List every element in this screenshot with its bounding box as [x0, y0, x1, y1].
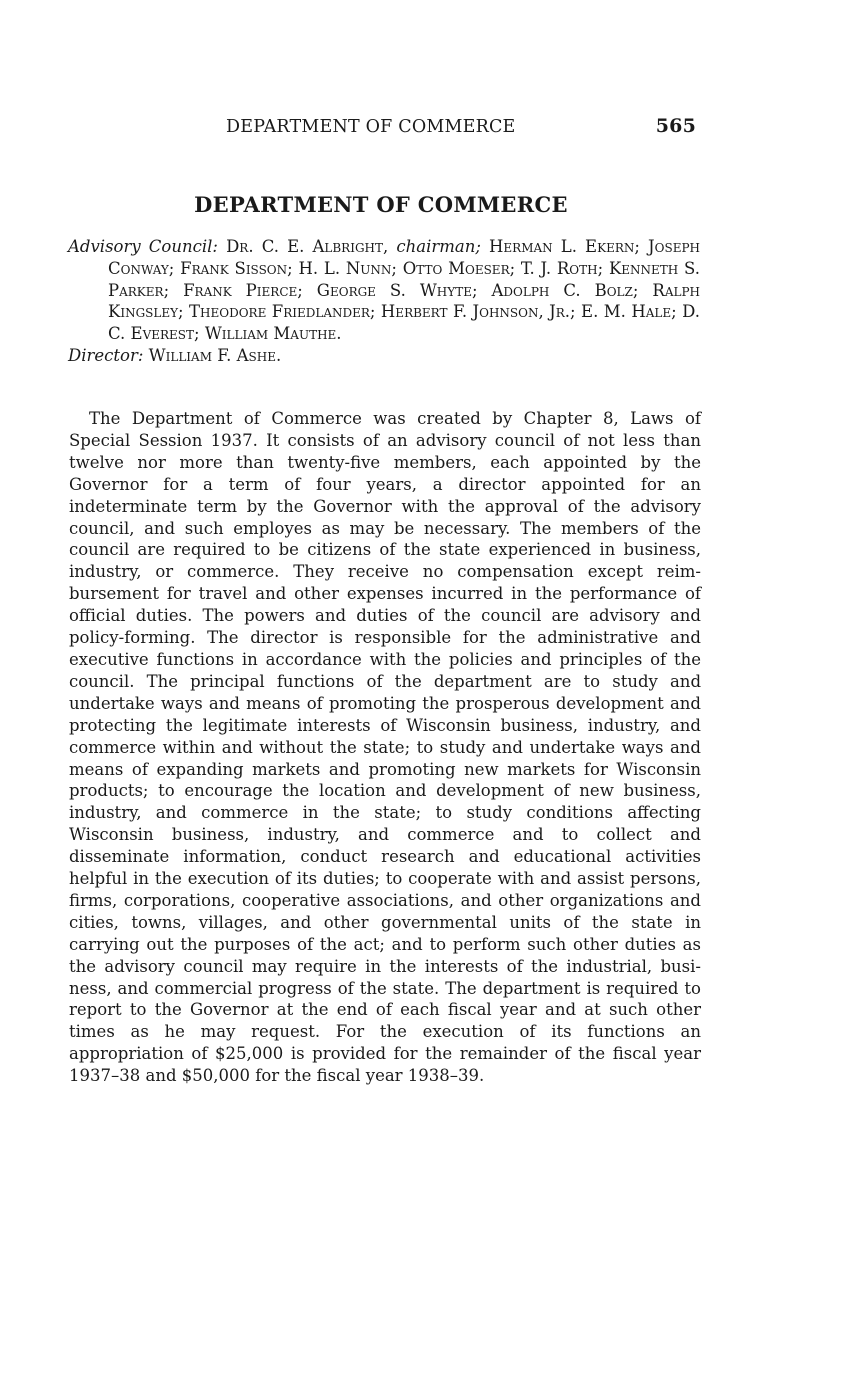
- advisory-council-label: Advisory Council:: [68, 237, 218, 256]
- body-text: [69, 408, 701, 1087]
- chairman-role: chairman;: [396, 237, 481, 256]
- director-label: Director:: [68, 345, 144, 365]
- director-name: William F. Ashe.: [148, 345, 282, 365]
- section-heading: DEPARTMENT OF COMMERCE: [194, 192, 568, 217]
- chairman-name: Dr. C. E. Albright,: [226, 237, 389, 256]
- body-paragraph: The Department of Commerce was created by Chapter 8, Laws of Special Session 1937. It consists of an advisory council of not less than twelve nor more than twenty-five members, each appointed by the Governor for a term of four years, a director appointed for an indeterminate term by the Governor with the approval of the advisory council, and such employes as may be necessary. The members of the council are required to be citizens of the state experienced in business, industry, or commerce. They receive no compensation except reimbursement for travel and other expenses incurred in the performance of official duties. The powers and duties of the council are advisory and policy-forming. The director is responsible for the administrative and executive functions in accordance with the policies and principles of the council. The principal functions of the department are to study and undertake ways and means of promoting the prosperous development and protecting the legitimate interests of Wisconsin business, industry, and commerce within and without the state; to study and undertake ways and means of expanding markets and promoting new markets for Wisconsin products; to encourage the location and development of new business, industry, and commerce in the state; to study conditions affecting Wisconsin business, industry, and commerce and to collect and disseminate information, conduct research and educational activities helpful in the execution of its duties; to cooperate with and assist persons, firms, corporations, cooperative associations, and other organizations and cities, towns, villages, and other governmental units of the state in carrying out the purposes of the act; and to perform such other duties as the advisory council may require in the interests of the industrial, business, and commercial progress of the state. The department is required to report to the Governor at the end of each fiscal year and at such other times as he may request. For the execution of its functions an appropriation of $25,000 is provided for the remainder of the fiscal year 1937–38 and $50,000 for the fiscal year 1938–39.: [69, 409, 701, 1086]
- page-number: 565: [655, 115, 696, 137]
- council-members: Herman L. Ekern; Joseph Conway; Frank Sisson; H. L. Nunn; Otto Moeser; T. J. Roth; Kenneth S. Parker; Frank Pierce; George S. Whyte; Adolph C. Bolz; Ralph Kingsley; Theodore Friedlander; Herbert F. Johnson, Jr.; E. M. Hale; D. C. Everest; William Mauthe.: [108, 237, 700, 344]
- director-entry: [68, 345, 700, 367]
- officers-list: [68, 236, 700, 367]
- advisory-council-entry: [68, 236, 700, 345]
- running-head-title: DEPARTMENT OF COMMERCE: [226, 117, 516, 137]
